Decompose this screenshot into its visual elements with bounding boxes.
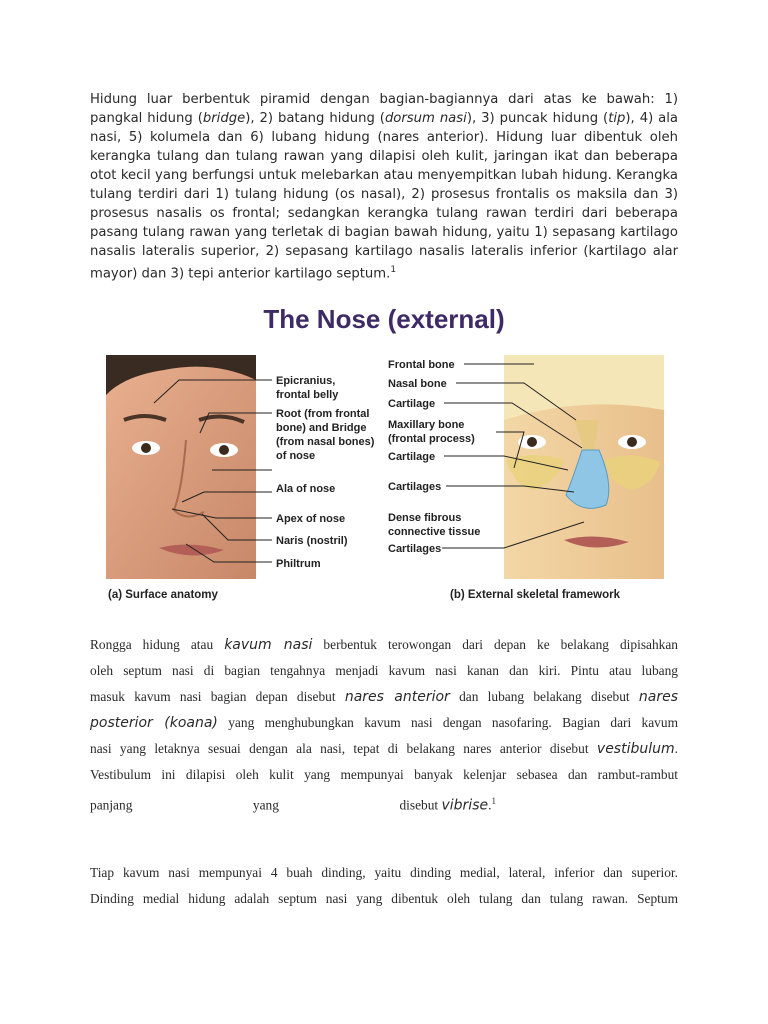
label-dense-fibrous: Dense fibrous [388, 512, 462, 524]
text-line: posterior (koana) yang menghubungkan kavum nasi dengan nasofaring. Bagian dari kavum [90, 715, 678, 731]
label-cartilage-2: Cartilage [388, 451, 436, 463]
label-naris: Naris (nostril) [276, 535, 348, 547]
italic-term: nares [638, 689, 678, 705]
italic-term: nares anterior [344, 689, 450, 705]
skeletal-framework-illustration [504, 355, 664, 579]
text-line: Dinding medial hidung adalah septum nasi yang dibentuk oleh tulang dan tulang rawan. Septum [90, 891, 678, 906]
text: Hidung luar berbentuk piramid dengan bagian-bagiannya dari atas ke bawah: 1) pangkal hidung ( [90, 92, 678, 126]
italic-term: vestibulum [596, 741, 675, 757]
italic-term: kavum nasi [224, 637, 313, 653]
label-epicranius: Epicranius, [276, 375, 336, 387]
italic-term: dorsum nasi [384, 111, 467, 126]
label-cartilage-1: Cartilage [388, 398, 436, 410]
label-philtrum: Philtrum [276, 558, 321, 570]
label-frontal-bone: Frontal bone [388, 359, 455, 371]
label-cartilages-1: Cartilages [388, 481, 442, 493]
text-line: Tiap kavum nasi mempunyai 4 buah dinding, yaitu dinding medial, lateral, inferior dan superior. [90, 865, 678, 880]
paragraph-external-nose [90, 90, 678, 283]
caption-surface-anatomy: (a) Surface anatomy [108, 589, 218, 601]
label-apex-of-nose: Apex of nose [276, 513, 346, 525]
label-root: Root (from frontal [276, 408, 370, 420]
footnote-ref: 1 [491, 796, 496, 806]
label-cartilages-2: Cartilages [388, 543, 442, 555]
text-line: Rongga hidung atau kavum nasi berbentuk terowongan dari depan ke belakang dipisahkan [90, 637, 679, 653]
label-ala-of-nose: Ala of nose [276, 483, 336, 495]
paragraph-nasal-cavity [90, 632, 678, 818]
italic-term: bridge [202, 111, 246, 126]
text-line: Vestibulum ini dilapisi oleh kulit yang mempunyai banyak kelenjar sebasea dan rambut-rambut [90, 767, 678, 782]
figure-title: The Nose (external) [263, 304, 505, 334]
text-line: panjang yang disebut vibrise.$^1$ [90, 796, 496, 814]
label-frontal-process: (frontal process) [388, 433, 475, 445]
label-connective-tissue: connective tissue [388, 526, 481, 538]
label-maxillary-bone: Maxillary bone [388, 419, 465, 431]
nose-anatomy-figure [104, 300, 664, 605]
paragraph-nasal-walls [90, 860, 678, 912]
italic-term: tip [608, 111, 626, 126]
caption-skeletal-framework: (b) External skeletal framework [450, 589, 621, 601]
label-nasal-bones: (from nasal bones) [276, 436, 375, 448]
text: ), 4) ala nasi, 5) kolumela dan 6) lubang hidung (nares anterior). Hidung luar dibentuk oleh kerangka tulang dan tulang rawan yang dilapisi oleh kulit, jaringan ikat dan beberapa otot kecil yang berfungsi untuk melebarkan atau menyempitkan lubah hidung. Kerangka tulang terdiri dari 1) tulang hidung (os nasal), 2) prosesus frontalis os maksila dan 3) prosesus nasalis os frontal; sedangkan kerangka tulang rawan terdiri dari beberapa pasang tulang rawan yang terletak di bagian bawah hidung, yaitu 1) sepasang kartilago nasalis lateralis superior, 2) sepasang kartilago nasalis lateralis inferior (kartilago alar mayor) dan 3) tepi anterior kartilago septum. [90, 111, 679, 282]
figure-illustration [104, 300, 664, 605]
text-line: nasi yang letaknya sesuai dengan ala nasi, tepat di belakang nares anterior disebut vestibulum. [90, 741, 678, 757]
text: ), 3) puncak hidung ( [466, 111, 609, 126]
label-of-nose: of nose [276, 450, 316, 462]
footnote-ref: 1 [390, 265, 397, 275]
italic-term: posterior (koana) [90, 715, 218, 731]
label-frontal-belly: frontal belly [276, 389, 339, 401]
label-nasal-bone: Nasal bone [388, 378, 447, 390]
text-line: oleh septum nasi di bagian tengahnya menjadi kavum nasi kanan dan kiri. Pintu atau lubang [90, 663, 678, 678]
label-bridge: bone) and Bridge [276, 422, 367, 434]
text: ), 2) batang hidung ( [245, 111, 385, 126]
surface-anatomy-photo [106, 355, 256, 579]
italic-term: vibrise [441, 797, 489, 814]
text-line: masuk kavum nasi bagian depan disebut nares anterior dan lubang belakang disebut nares [90, 689, 678, 705]
